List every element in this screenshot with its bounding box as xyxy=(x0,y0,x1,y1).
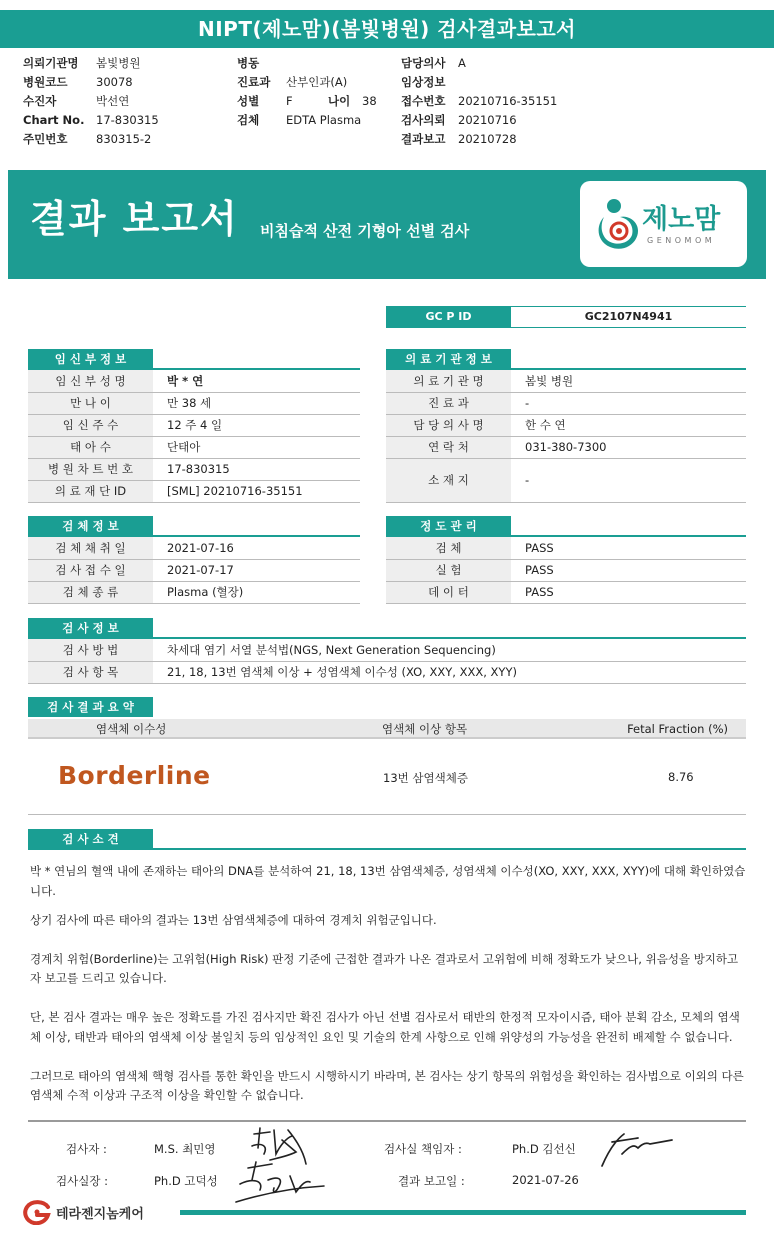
header-value: 20210716-35151 xyxy=(458,94,558,108)
director-label: 검사실장 : xyxy=(56,1174,108,1188)
result-status: Borderline xyxy=(58,761,211,790)
gcp-id-value: GC2107N4941 xyxy=(584,310,673,323)
row-value: 2021-07-16 xyxy=(153,537,360,559)
theragen-logo-icon xyxy=(22,1199,52,1225)
section-test-title: 검 사 정 보 xyxy=(28,618,153,638)
table-row xyxy=(28,480,360,502)
pregnant-table xyxy=(28,370,360,503)
header-value: F xyxy=(286,94,293,108)
row-value: - xyxy=(511,458,746,502)
header-value: A xyxy=(458,56,466,70)
header-key: 결과보고 xyxy=(401,132,446,146)
header-value: 20210728 xyxy=(458,132,517,146)
section-summary-title: 검 사 결 과 요 약 xyxy=(28,697,153,717)
row-label: 의 료 재 단 ID xyxy=(28,480,153,502)
qc-table xyxy=(386,537,746,604)
row-value: 031-380-7300 xyxy=(511,436,746,458)
findings-paragraph: 경계치 위험(Borderline)는 고위험(High Risk) 판정 기준에 근접한 결과가 나온 결과로서 고위험에 비해 정확도가 낮으나, 위음성을 방지하고자 보고를 드리고 있습니다. xyxy=(30,951,739,985)
header-key: 병원코드 xyxy=(23,75,68,89)
tester-name: M.S. 최민영 xyxy=(154,1142,216,1156)
row-value: 2021-07-17 xyxy=(153,559,360,581)
tester-label: 검사자 : xyxy=(66,1142,107,1156)
table-row xyxy=(386,436,746,458)
header-col-2 xyxy=(237,54,377,130)
header-value: 박선연 xyxy=(96,94,130,108)
table-row xyxy=(386,458,746,502)
section-findings-title: 검 사 소 견 xyxy=(28,829,153,849)
row-value: 봄빛 병원 xyxy=(511,370,746,392)
header-value: 38 xyxy=(362,94,377,108)
summary-body xyxy=(28,741,746,815)
row-value: PASS xyxy=(511,559,746,581)
row-value: 12 주 4 일 xyxy=(153,414,360,436)
header-col-1 xyxy=(23,54,159,149)
header-col-3 xyxy=(401,54,557,149)
banner-subtitle: 비침습적 산전 기형아 선별 검사 xyxy=(260,222,470,240)
row-label: 의 료 기 관 명 xyxy=(386,370,511,392)
test-table xyxy=(28,639,746,684)
header-key: 성별 xyxy=(237,94,260,108)
row-label: 태 아 수 xyxy=(28,436,153,458)
section-divider xyxy=(28,848,746,850)
table-row xyxy=(386,392,746,414)
row-value: 한 수 연 xyxy=(511,414,746,436)
bottom-divider xyxy=(28,1120,746,1122)
header-value: 20210716 xyxy=(458,113,517,127)
row-value: Plasma (혈장) xyxy=(153,581,360,603)
row-value: PASS xyxy=(511,581,746,603)
table-row xyxy=(28,639,746,661)
header-value: 봄빛병원 xyxy=(96,56,141,70)
header-key: 수진자 xyxy=(23,94,57,108)
header-key: 접수번호 xyxy=(401,94,446,108)
table-row xyxy=(28,436,360,458)
section-pregnant-title: 임 신 부 정 보 xyxy=(28,349,153,369)
header-key: 주민번호 xyxy=(23,132,68,146)
banner-title: 결과 보고서 xyxy=(30,197,239,241)
header-key: 담당의사 xyxy=(401,56,446,70)
row-label: 데 이 터 xyxy=(386,581,511,603)
table-row xyxy=(28,559,360,581)
header-value: 17-830315 xyxy=(96,113,159,127)
row-label: 검 체 채 취 일 xyxy=(28,537,153,559)
result-fetal-fraction: 8.76 xyxy=(668,770,694,784)
logo-subtext: GENOMOM xyxy=(647,236,716,245)
header-value: 30078 xyxy=(96,75,133,89)
table-row xyxy=(28,537,360,559)
table-row xyxy=(386,537,746,559)
findings-text xyxy=(30,862,746,1115)
result-item: 13번 삼염색체증 xyxy=(383,771,468,785)
row-value: [SML] 20210716-35151 xyxy=(153,480,360,502)
section-institution-title: 의 료 기 관 정 보 xyxy=(386,349,511,369)
findings-paragraph: 그러므로 태아의 염색체 핵형 검사를 통한 확인을 반드시 시행하시기 바라며, 본 검사는 상기 항목의 위험성을 확인하는 검사법으로 이외의 다른 염색체 수적 이상과 구조적 이상을 확인할 수 없습니다. xyxy=(30,1068,744,1102)
genomom-mother-icon xyxy=(594,197,642,251)
table-row xyxy=(28,581,360,603)
row-value: 21, 18, 13번 염색체 이상 + 성염색체 이수성 (XO, XXY, XXX, XYY) xyxy=(153,661,746,683)
row-value: PASS xyxy=(511,537,746,559)
footer-company: 테라젠지놈케어 xyxy=(56,1207,144,1222)
header-key: Chart No. xyxy=(23,113,85,127)
header-value: 830315-2 xyxy=(96,132,152,146)
header-key: 검사의뢰 xyxy=(401,113,446,127)
header-key: 임상정보 xyxy=(401,75,446,89)
row-label: 검 사 항 목 xyxy=(28,661,153,683)
table-row xyxy=(28,370,360,392)
manager-signature-icon xyxy=(598,1128,676,1170)
report-banner xyxy=(8,170,766,279)
header-key: 의뢰기관명 xyxy=(23,56,79,70)
header-key: 진료과 xyxy=(237,75,271,89)
section-qc-title: 정 도 관 리 xyxy=(386,516,511,536)
section-specimen-title: 검 체 정 보 xyxy=(28,516,153,536)
table-row xyxy=(386,581,746,603)
institution-table xyxy=(386,370,746,503)
row-value: 단태아 xyxy=(153,436,360,458)
table-row xyxy=(28,458,360,480)
table-row xyxy=(386,559,746,581)
table-row xyxy=(386,370,746,392)
logo-text: 제노맘 xyxy=(642,204,721,235)
row-value: - xyxy=(511,392,746,414)
header-key: 병동 xyxy=(237,56,260,70)
row-label: 검 체 종 류 xyxy=(28,581,153,603)
report-title: NIPT(제노맘)(봄빛병원) 검사결과보고서 xyxy=(0,10,774,48)
director-signature-icon xyxy=(232,1158,328,1206)
row-label: 만 나 이 xyxy=(28,392,153,414)
table-row xyxy=(28,661,746,683)
director-name: Ph.D 고덕성 xyxy=(154,1174,218,1188)
row-label: 임 신 주 수 xyxy=(28,414,153,436)
row-label: 임 신 부 성 명 xyxy=(28,370,153,392)
row-label: 검 사 방 법 xyxy=(28,639,153,661)
row-label: 진 료 과 xyxy=(386,392,511,414)
report-date: 2021-07-26 xyxy=(512,1173,579,1187)
table-row xyxy=(28,392,360,414)
header-value: 산부인과(A) xyxy=(286,75,348,89)
row-label: 연 락 처 xyxy=(386,436,511,458)
header-key: 나이 xyxy=(328,94,351,108)
findings-paragraph: 단, 본 검사 결과는 매우 높은 정확도를 가진 검사지만 확진 검사가 아닌 선별 검사로서 태반의 한정적 모자이시즘, 태아 분획 감소, 모체의 염색체 이상, 태반과 태아의 염색체 이상 불일치 등의 임상적인 요인 및 기술의 한계 사항으로 인해 위양성의 가능성을 완전히 배제할 수 없습니다. xyxy=(30,1010,740,1044)
row-value: 차세대 염기 서열 분석법(NGS, Next Generation Sequencing) xyxy=(153,639,746,661)
row-label: 검 체 xyxy=(386,537,511,559)
findings-paragraph: 상기 검사에 따른 태아의 결과는 13번 삼염색체증에 대하여 경계치 위험군입니다. xyxy=(30,912,437,927)
table-row xyxy=(386,414,746,436)
summary-col-aneuploidy: 염색체 이수성 xyxy=(96,722,167,736)
row-label: 소 재 지 xyxy=(386,458,511,502)
specimen-table xyxy=(28,537,360,604)
footer-divider xyxy=(180,1210,746,1215)
summary-col-ff: Fetal Fraction (%) xyxy=(627,722,728,736)
row-label: 담 당 의 사 명 xyxy=(386,414,511,436)
genomom-logo xyxy=(580,181,747,267)
manager-label: 검사실 책임자 : xyxy=(384,1142,462,1156)
row-value: 만 38 세 xyxy=(153,392,360,414)
header-value: EDTA Plasma xyxy=(286,113,362,127)
row-label: 병 원 차 트 번 호 xyxy=(28,458,153,480)
table-row xyxy=(28,414,360,436)
report-date-label: 결과 보고일 : xyxy=(398,1174,465,1188)
gcp-id-label: GC P ID xyxy=(386,307,511,327)
findings-paragraph: 박 * 연님의 혈액 내에 존재하는 태아의 DNA를 분석하여 21, 18, 13번 삼염색체증, 성염색체 이수성(XO, XXY, XXX, XYY)에 대해 확인하였습니다. xyxy=(30,864,746,898)
gcp-id-box xyxy=(386,306,746,328)
header-key: 검체 xyxy=(237,113,260,127)
manager-name: Ph.D 김선신 xyxy=(512,1142,576,1156)
summary-col-item: 염색체 이상 항목 xyxy=(382,722,468,736)
row-value: 17-830315 xyxy=(153,458,360,480)
row-value: 박 * 연 xyxy=(153,370,360,392)
row-label: 검 사 접 수 일 xyxy=(28,559,153,581)
row-label: 실 험 xyxy=(386,559,511,581)
summary-header xyxy=(28,719,746,739)
